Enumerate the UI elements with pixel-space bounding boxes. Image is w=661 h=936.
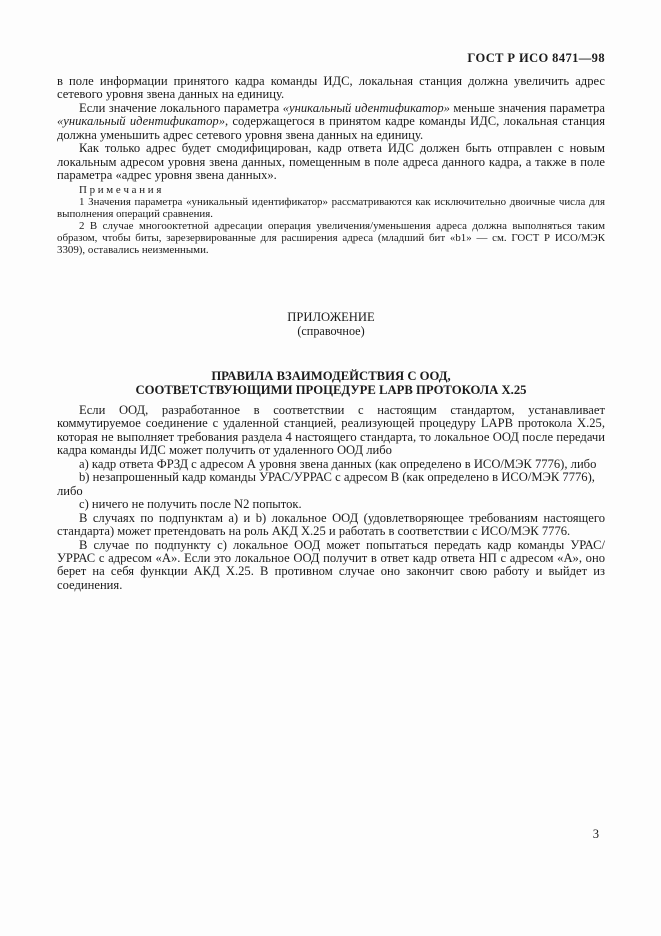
list-item-c: c) ничего не получить после N2 попыток. (79, 497, 302, 512)
parameter-name-italic: «уникальный идентификатор» (57, 114, 226, 129)
appendix-body-block (57, 404, 605, 592)
appendix-sublabel: (справочное) (297, 323, 365, 338)
note-item: 2 В случае многооктетной адресации операция увеличения/уменьшения адреса должна выполняться таким образом, чтобы биты, зарезервированные для расширения адреса (младший бит «b1» — см. ГОСТ Р ИСО/МЭК 3309), оставались неизменными. (57, 220, 605, 257)
appendix-paragraph: В случаях по подпунктам а) и b) локальное ООД (удовлетворяющее требованиям настоящего стандарта) может претендовать на роль АКД Х.25 и работать в соответствии с ИСО/МЭК 7776. (57, 510, 605, 539)
paragraph-text: Если значение локального параметра (79, 100, 283, 115)
main-text-block (57, 75, 605, 257)
appendix-paragraph: В случае по подпункту с) локальное ООД может попытаться передать кадр команды УРАС/УРРАС с адресом «А». Если это локальное ООД получит в ответ кадр ответа НП с адресом «А», оно берет на себя функции АКД Х.25. В противном случае оно закончит свою работу и выйдет из соединения. (57, 537, 605, 592)
notes-title: П р и м е ч а н и я (79, 183, 162, 196)
paragraph-text: меньше значения параметра (449, 100, 605, 115)
list-item-a: а) кадр ответа ФРЗД с адресом А уровня звена данных (как определено в ИСО/МЭК 7776), либо (79, 456, 597, 471)
appendix-heading-line: СООТВЕТСТВУЮЩИМИ ПРОЦЕДУРЕ LAPB ПРОТОКОЛА Х.25 (135, 382, 527, 397)
appendix-heading (57, 370, 605, 398)
running-header-doc-code: ГОСТ Р ИСО 8471—98 (467, 51, 605, 65)
paragraph-text: , содержащегося в принятом кадре команды ИДС, локальная станция должна уменьшить адрес сетевого уровня звена данных на единицу. (57, 114, 605, 142)
parameter-name-italic: «уникальный идентификатор» (282, 100, 450, 115)
body-paragraph (57, 102, 605, 142)
body-paragraph: Как только адрес будет смодифицирован, кадр ответа ИДС должен быть отправлен с новым локальным адресом уровня звена данных, помещенным в поле адреса данного кадра, а также в поле параметра «адрес уровня звена данных». (57, 141, 605, 183)
appendix-label-block (57, 311, 605, 338)
appendix-heading-line: ПРАВИЛА ВЗАИМОДЕЙСТВИЯ С ООД, (211, 369, 451, 383)
appendix-label: ПРИЛОЖЕНИЕ (287, 310, 375, 324)
body-paragraph-continuation: в поле информации принятого кадра команды ИДС, локальная станция должна увеличить адрес сетевого уровня звена данных на единицу. (57, 74, 605, 102)
note-item: 1 Значения параметра «уникальный идентификатор» рассматриваются как исключительно двоичные числа для выполнения операций сравнения. (57, 195, 605, 220)
appendix-paragraph: Если ООД, разработанное в соответствии с настоящим стандартом, устанавливает коммутируемое соединение с удаленной станцией, реализующей процедуру LAPB протокола Х.25, которая не выполняет требования раздела 4 настоящего стандарта, то локальное ООД после передачи кадра команды ИДС может получить от удаленного ООД либо (57, 403, 605, 458)
notes-section (57, 184, 605, 257)
page-number: 3 (592, 827, 599, 841)
list-item-b: b) незапрошенный кадр команды УРАС/УРРАС с адресом В (как определено в ИСО/МЭК 7776), либо (57, 470, 595, 498)
